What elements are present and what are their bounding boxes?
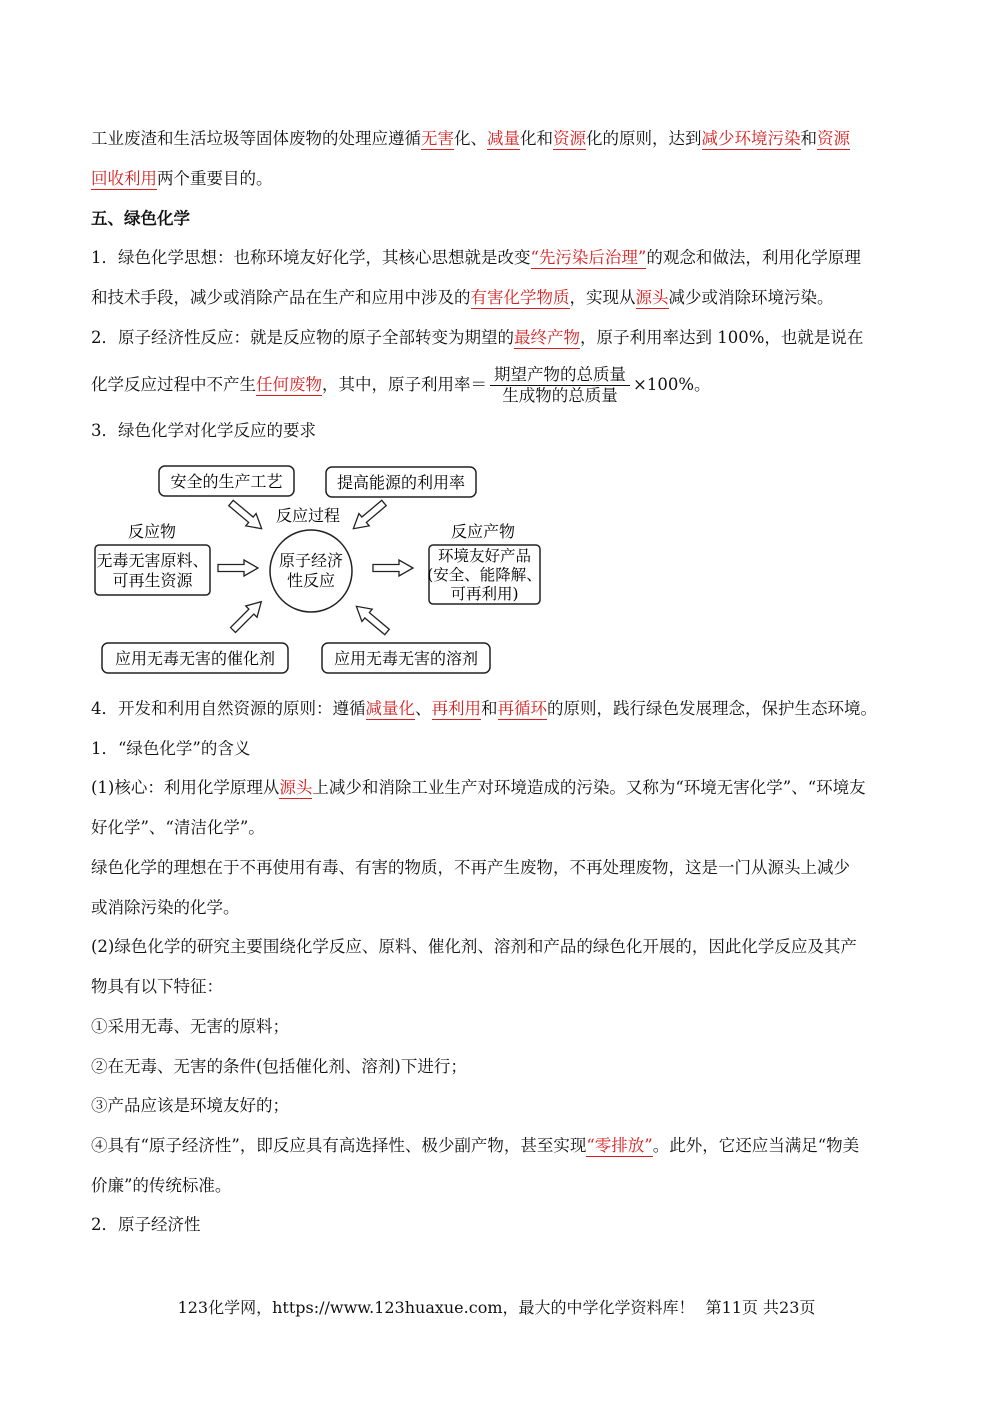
answer-harmful-chemicals: 有害化学物质 <box>470 288 570 307</box>
arrow-bottom-right <box>351 600 392 638</box>
arrow-right-out <box>373 560 413 576</box>
core-line2: 好化学”、“清洁化学”。 <box>91 818 265 837</box>
arrow-right-in <box>218 560 258 576</box>
feature-4-line1 <box>91 1135 859 1157</box>
text: 的观念和做法，利用化学原理 <box>646 248 861 267</box>
answer-reduce: 减量化 <box>365 699 415 718</box>
text: 和 <box>481 699 498 718</box>
research-line2: 物具有以下特征： <box>91 977 223 996</box>
item3-title: 3．绿色化学对化学反应的要求 <box>91 421 316 440</box>
text: 的原则，践行绿色发展理念，保护生态环境。 <box>547 699 877 718</box>
text: 1．绿色化学思想：也称环境友好化学，其核心思想就是改变 <box>91 248 531 267</box>
label-reactant-line1: 无毒无害原料、 <box>96 551 209 570</box>
label-reactant-line2: 可再生资源 <box>112 571 193 590</box>
page-footer <box>0 1297 993 1319</box>
item1-line1 <box>91 247 861 269</box>
answer-wuhai: 无害 <box>421 129 454 148</box>
text: ，原子利用率达到 100%，也就是说在 <box>580 328 864 347</box>
text: 化的原则，达到 <box>586 129 702 148</box>
arrow-top-right <box>348 497 389 535</box>
ideal-line2: 或消除污染的化学。 <box>91 898 240 917</box>
core-line1 <box>91 777 866 799</box>
text: 和 <box>800 129 817 148</box>
text: ×100%。 <box>633 375 711 394</box>
text: 上减少和消除工业生产对环境造成的污染。又称为“环境无害化学”、“环境友 <box>312 778 866 797</box>
product-box-diagram <box>420 535 550 610</box>
feature-4-line2: 价廉”的传统标准。 <box>91 1176 232 1195</box>
item2-line1 <box>91 327 863 349</box>
item1-line2 <box>91 287 834 309</box>
text: 和技术手段，减少或消除产品在生产和应用中涉及的 <box>91 288 471 307</box>
answer-resource-recycle-a: 资源 <box>817 129 850 148</box>
answer-final-product: 最终产物 <box>514 328 580 347</box>
answer-source-2: 源头 <box>279 778 313 797</box>
answer-pollute-first: “先污染后治理” <box>530 248 647 267</box>
arrow-bottom-left <box>227 596 267 636</box>
fraction-numerator: 期望产物的总质量 <box>490 365 630 386</box>
ideal-line1: 绿色化学的理想在于不再使用有毒、有害的物质，不再产生废物，不再处理废物，这是一门从源头上减少 <box>91 858 850 877</box>
footer-page-number: 第11页 共23页 <box>705 1298 816 1317</box>
label-reactants: 反应物 <box>127 522 177 541</box>
label-reaction-process: 反应过程 <box>275 506 341 525</box>
answer-jianliang: 减量 <box>487 129 520 148</box>
text: ，实现从 <box>569 288 636 307</box>
text: 化、 <box>454 129 487 148</box>
section-title: 五、绿色化学 <box>91 209 190 228</box>
arrow-top-left <box>226 497 267 535</box>
text: (1)核心：利用化学原理从 <box>91 778 280 797</box>
label-solvent: 应用无毒无害的溶剂 <box>333 649 479 668</box>
answer-any-waste: 任何废物 <box>256 375 322 394</box>
item4-line <box>91 698 877 720</box>
text: ，其中，原子利用率＝ <box>322 375 487 394</box>
answer-reuse: 再利用 <box>431 699 481 718</box>
feature-2: ②在无毒、无害的条件(包括催化剂、溶剂)下进行； <box>91 1057 467 1076</box>
answer-source: 源头 <box>635 288 669 307</box>
sub2-title: 2．原子经济性 <box>91 1215 201 1234</box>
text: 。此外，它还应当满足“物美 <box>652 1136 860 1155</box>
text: ④具有“原子经济性”，即反应具有高选择性、极少副产物，甚至实现 <box>91 1136 587 1155</box>
fraction-denominator: 生成物的总质量 <box>502 386 618 405</box>
label-product-line3: 可再利用) <box>450 585 519 603</box>
label-center-line1: 原子经济 <box>278 551 344 570</box>
paragraph-solid-waste-line1 <box>91 128 850 150</box>
text: 工业废渣和生活垃圾等固体废物的处理应遵循 <box>91 129 421 148</box>
paragraph-solid-waste-line2 <box>91 168 273 190</box>
text: 化学反应过程中不产生 <box>91 375 256 394</box>
text: 、 <box>415 699 432 718</box>
feature-3: ③产品应该是环境友好的； <box>91 1096 289 1115</box>
label-center-line2: 性反应 <box>286 571 336 590</box>
label-products: 反应产物 <box>450 522 516 541</box>
label-product-line2: (安全、能降解、 <box>427 566 542 584</box>
sub1-title: 1．“绿色化学”的含义 <box>91 739 251 758</box>
answer-recycle: 再循环 <box>497 699 547 718</box>
answer-zero-emission: “零排放” <box>586 1136 653 1155</box>
answer-resource-recycle-b: 回收利用 <box>91 169 157 188</box>
research-line1: (2)绿色化学的研究主要围绕化学反应、原料、催化剂、溶剂和产品的绿色化开展的，因此化学反应及其产 <box>91 937 857 956</box>
text: 两个重要目的。 <box>157 169 273 188</box>
item2-line2 <box>91 365 711 406</box>
answer-reduce-pollution: 减少环境污染 <box>701 129 801 148</box>
label-energy-efficiency: 提高能源的利用率 <box>336 473 466 492</box>
label-product-line1: 环境友好产品 <box>437 547 532 565</box>
feature-1: ①采用无毒、无害的原料； <box>91 1017 289 1036</box>
atom-utilization-fraction <box>490 365 630 406</box>
text: 化和 <box>520 129 553 148</box>
text: 4．开发和利用自然资源的原则：遵循 <box>91 699 366 718</box>
text: 减少或消除环境污染。 <box>668 288 834 307</box>
answer-ziyuan: 资源 <box>553 129 586 148</box>
text: 2．原子经济性反应：就是反应物的原子全部转变为期望的 <box>91 328 514 347</box>
footer-site-link[interactable]: 123化学网，https://www.123huaxue.com，最大的中学化学资料库！ <box>177 1298 695 1317</box>
label-catalyst: 应用无毒无害的催化剂 <box>114 649 276 668</box>
label-safe-process: 安全的生产工艺 <box>170 472 283 491</box>
